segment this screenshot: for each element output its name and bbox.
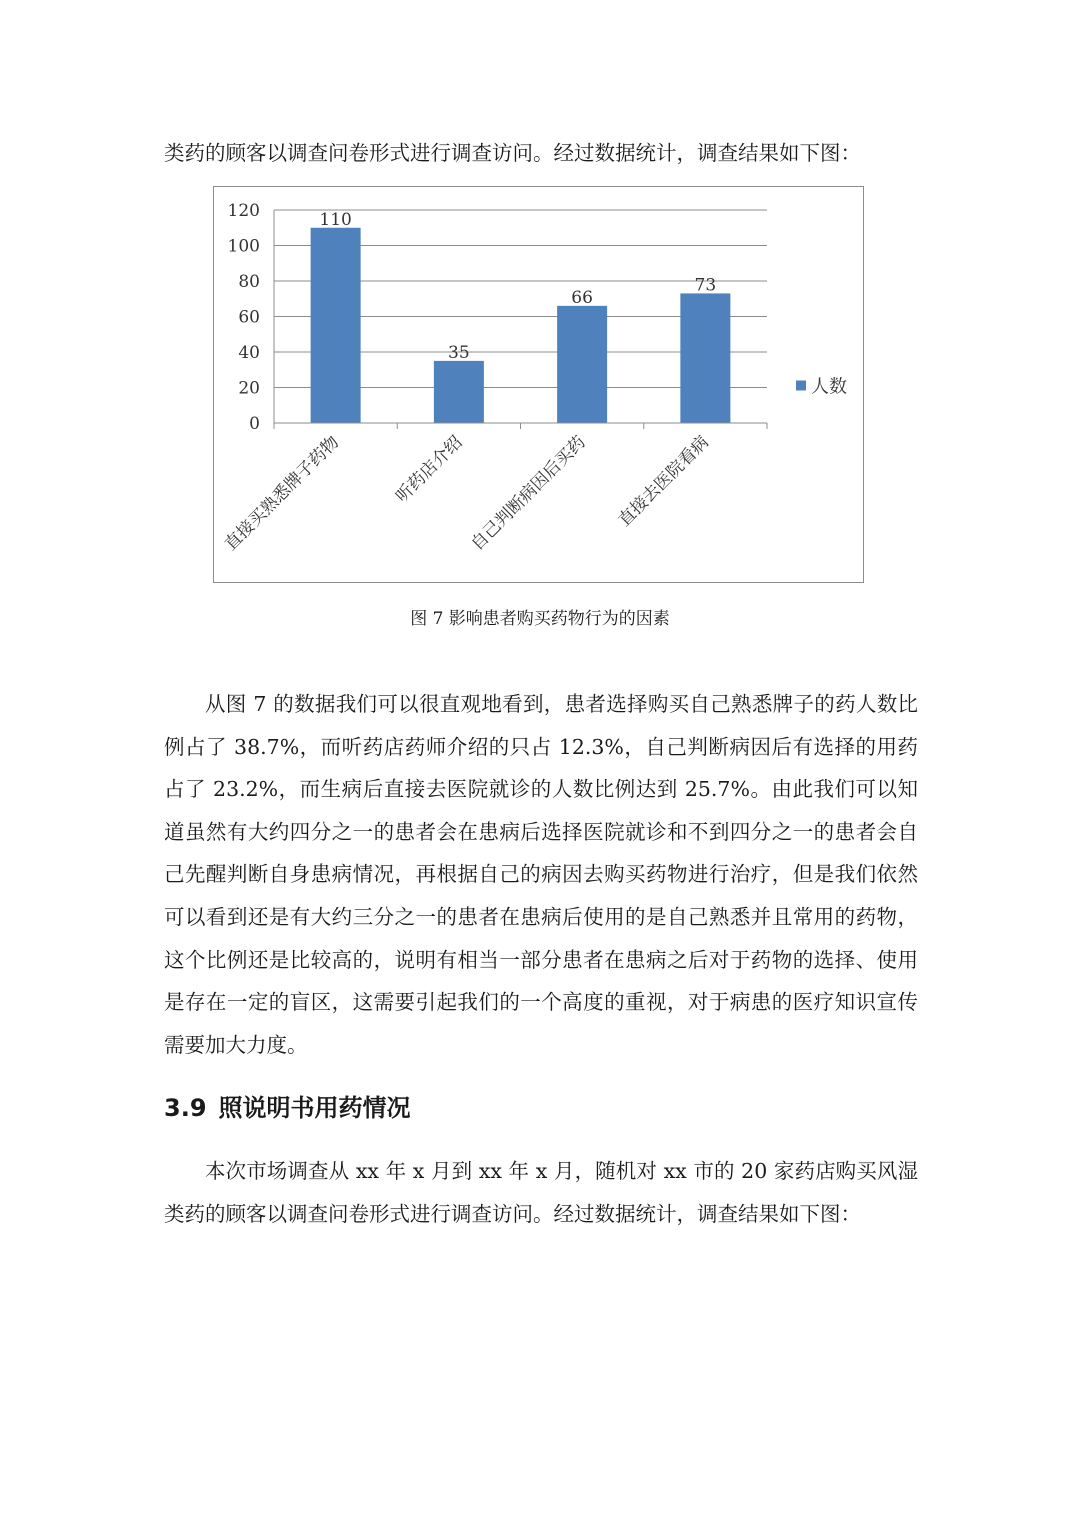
bar [311,228,361,423]
y-tick-label: 80 [238,272,260,292]
legend-swatch [796,381,806,391]
y-tick-label: 100 [227,236,260,257]
y-tick-label: 0 [249,414,260,434]
bar [680,293,730,423]
bar [557,306,607,423]
data-label: 73 [694,275,717,296]
bar-chart [213,186,864,583]
bar [434,361,484,423]
data-label: 110 [319,209,352,230]
chart-canvas [214,187,865,584]
section-title: 照说明书用药情况 [218,1094,411,1122]
legend-label: 人数 [811,376,847,398]
x-tick-label: 听药店介绍 [392,432,467,507]
data-label: 35 [448,342,470,363]
analysis-paragraph: 从图 7 的数据我们可以很直观地看到，患者选择购买自己熟悉牌子的药人数比例占了 38.7%，而听药店药师介绍的只占 12.3%，自己判断病因后有选择的用药占了 23.2%，而生病后直接去医院就诊的人数比例达到 25.7%。由此我们可以知道虽然有大约四分之一的患者会在患病后选择医院就诊和不到四分之一的患者会自己先醒判断自身患病情况，再根据自己的病因去购买药物进行治疗，但是我们依然可以看到还是有大约三分之一的患者在患病后使用的是自己熟悉并且常用的药物， 这个比例还是比较高的，说明有相当一部分患者在患病之后对于药物的选择、使用是存在一定的盲区，这需要引起我们的一个高度的重视，对于病患的医疗知识宣传需要加大力度。 [164,692,918,1057]
section-paragraph: 本次市场调查从 xx 年 x 月到 xx 年 x 月，随机对 xx 市的 20 家药店购买风湿类药的顾客以调查问卷形式进行调查访问。经过数据统计，调查结果如下图： [164,1159,918,1226]
y-tick-label: 20 [238,378,260,399]
intro-paragraph: 类药的顾客以调查问卷形式进行调查访问。经过数据统计，调查结果如下图： [164,141,861,165]
y-tick-label: 60 [238,307,260,328]
data-label: 66 [571,287,593,308]
section-number: 3.9 [164,1094,207,1122]
figure-caption: 图 7 影响患者购买药物行为的因素 [410,609,670,629]
x-tick-label: 直接买熟悉牌子药物 [220,432,344,555]
y-tick-label: 40 [238,343,260,363]
section-heading [164,1088,411,1128]
y-tick-label: 120 [227,201,260,221]
x-tick-label: 直接去医院看病 [614,432,713,531]
x-tick-label: 自己判断病因后买药 [467,432,590,555]
